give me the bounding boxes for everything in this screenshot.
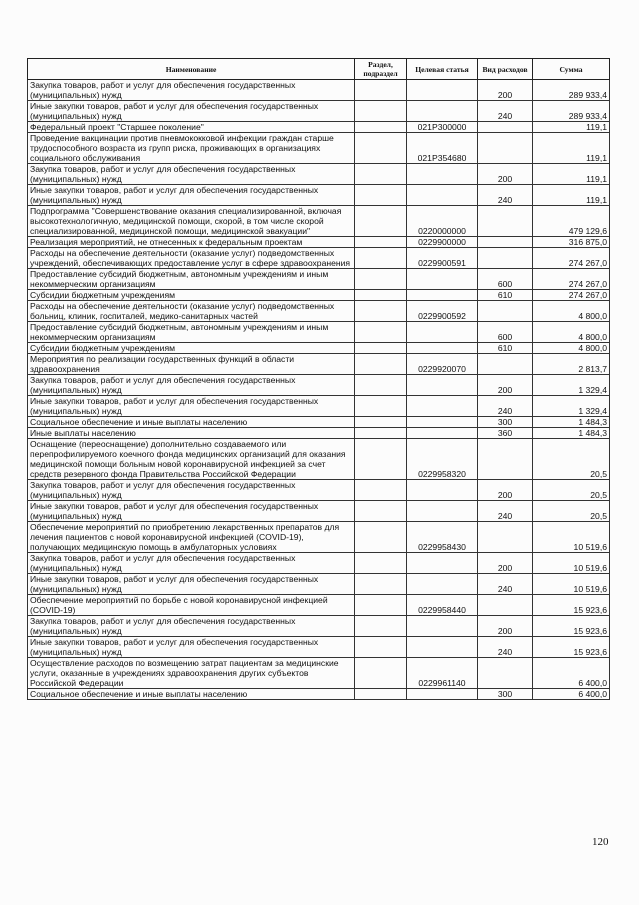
row-section-cell (355, 428, 407, 439)
row-expense-type-cell: 240 (478, 185, 533, 206)
row-target-cell: 0229958320 (407, 439, 478, 480)
header-amount: Сумма (533, 59, 610, 80)
row-expense-type-cell (478, 658, 533, 689)
table-row (28, 428, 610, 439)
row-amount-cell: 6 400,0 (533, 689, 610, 700)
table-body (28, 80, 610, 700)
row-name-cell: Закупка товаров, работ и услуг для обеспечения государственных (муниципальных) нужд (28, 164, 355, 185)
row-section-cell (355, 522, 407, 553)
row-name-cell: Иные выплаты населению (28, 428, 355, 439)
table-row (28, 501, 610, 522)
row-section-cell (355, 133, 407, 164)
row-amount-cell: 4 800,0 (533, 301, 610, 322)
table-row (28, 522, 610, 553)
row-name-cell: Иные закупки товаров, работ и услуг для обеспечения государственных (муниципальных) нужд (28, 501, 355, 522)
row-target-cell: 0229961140 (407, 658, 478, 689)
table-row (28, 375, 610, 396)
row-amount-cell: 15 923,6 (533, 637, 610, 658)
row-expense-type-cell (478, 122, 533, 133)
row-target-cell (407, 343, 478, 354)
row-expense-type-cell (478, 206, 533, 237)
row-target-cell (407, 269, 478, 290)
row-amount-cell: 20,5 (533, 480, 610, 501)
row-target-cell (407, 501, 478, 522)
row-target-cell: 021P300000 (407, 122, 478, 133)
row-section-cell (355, 164, 407, 185)
table-row (28, 574, 610, 595)
row-name-cell: Мероприятия по реализации государственных функций в области здравоохранения (28, 354, 355, 375)
row-expense-type-cell (478, 595, 533, 616)
row-expense-type-cell: 240 (478, 501, 533, 522)
row-section-cell (355, 322, 407, 343)
row-section-cell (355, 396, 407, 417)
row-name-cell: Социальное обеспечение и иные выплаты населению (28, 417, 355, 428)
table-row (28, 322, 610, 343)
row-name-cell: Обеспечение мероприятий по приобретению лекарственных препаратов для лечения пациентов с новой коронавирусной инфекцией (COVID-19), получающих медицинскую помощь в амбулаторных условиях (28, 522, 355, 553)
row-section-cell (355, 122, 407, 133)
row-expense-type-cell: 600 (478, 269, 533, 290)
row-expense-type-cell (478, 248, 533, 269)
row-amount-cell: 4 800,0 (533, 343, 610, 354)
row-target-cell (407, 80, 478, 101)
row-name-cell: Проведение вакцинации против пневмококковой инфекции граждан старше трудоспособного возраста из групп риска, проживающих в организациях социального обслуживания (28, 133, 355, 164)
row-amount-cell: 1 484,3 (533, 428, 610, 439)
table-row (28, 439, 610, 480)
table-row (28, 133, 610, 164)
row-name-cell: Реализация мероприятий, не отнесенных к федеральным проектам (28, 237, 355, 248)
row-name-cell: Федеральный проект "Старшее поколение" (28, 122, 355, 133)
row-amount-cell: 10 519,6 (533, 553, 610, 574)
row-expense-type-cell: 360 (478, 428, 533, 439)
row-name-cell: Расходы на обеспечение деятельности (оказание услуг) подведомственных больниц, клиник, госпиталей, медико-санитарных частей (28, 301, 355, 322)
row-name-cell: Осуществление расходов по возмещению затрат пациентам за медицинские услуги, оказанные в учреждениях здравоохранения других субъектов Российской Федерации (28, 658, 355, 689)
row-amount-cell: 2 813,7 (533, 354, 610, 375)
table-row (28, 396, 610, 417)
row-section-cell (355, 501, 407, 522)
row-expense-type-cell: 240 (478, 637, 533, 658)
row-section-cell (355, 301, 407, 322)
table-row (28, 595, 610, 616)
row-amount-cell: 316 875,0 (533, 237, 610, 248)
row-target-cell (407, 637, 478, 658)
row-expense-type-cell: 200 (478, 616, 533, 637)
row-amount-cell: 119,1 (533, 133, 610, 164)
row-section-cell (355, 689, 407, 700)
row-expense-type-cell: 200 (478, 164, 533, 185)
table-row (28, 101, 610, 122)
row-target-cell (407, 164, 478, 185)
row-section-cell (355, 553, 407, 574)
row-name-cell: Социальное обеспечение и иные выплаты населению (28, 689, 355, 700)
header-name: Наименование (28, 59, 355, 80)
row-amount-cell: 1 329,4 (533, 396, 610, 417)
row-target-cell: 0229900000 (407, 237, 478, 248)
table-row (28, 553, 610, 574)
row-target-cell (407, 290, 478, 301)
row-amount-cell: 119,1 (533, 122, 610, 133)
row-amount-cell: 274 267,0 (533, 269, 610, 290)
row-name-cell: Обеспечение мероприятий по борьбе с новой коронавирусной инфекцией (COVID-19) (28, 595, 355, 616)
row-expense-type-cell (478, 133, 533, 164)
row-section-cell (355, 101, 407, 122)
row-target-cell: 0229900591 (407, 248, 478, 269)
row-section-cell (355, 290, 407, 301)
row-amount-cell: 274 267,0 (533, 248, 610, 269)
header-target: Целевая статья (407, 59, 478, 80)
row-section-cell (355, 269, 407, 290)
table-row (28, 269, 610, 290)
table-row (28, 248, 610, 269)
row-expense-type-cell: 600 (478, 322, 533, 343)
table-row (28, 354, 610, 375)
row-expense-type-cell: 240 (478, 101, 533, 122)
table-row (28, 122, 610, 133)
header-expense-type: Вид расходов (478, 59, 533, 80)
row-name-cell: Закупка товаров, работ и услуг для обеспечения государственных (муниципальных) нужд (28, 616, 355, 637)
row-target-cell (407, 428, 478, 439)
row-section-cell (355, 480, 407, 501)
row-section-cell (355, 248, 407, 269)
table-row (28, 417, 610, 428)
row-section-cell (355, 595, 407, 616)
row-expense-type-cell: 200 (478, 375, 533, 396)
row-section-cell (355, 574, 407, 595)
row-expense-type-cell (478, 439, 533, 480)
row-section-cell (355, 80, 407, 101)
row-name-cell: Иные закупки товаров, работ и услуг для обеспечения государственных (муниципальных) нужд (28, 101, 355, 122)
row-name-cell: Иные закупки товаров, работ и услуг для обеспечения государственных (муниципальных) нужд (28, 574, 355, 595)
row-target-cell: 0229958430 (407, 522, 478, 553)
row-name-cell: Закупка товаров, работ и услуг для обеспечения государственных (муниципальных) нужд (28, 375, 355, 396)
row-expense-type-cell: 200 (478, 80, 533, 101)
row-name-cell: Иные закупки товаров, работ и услуг для обеспечения государственных (муниципальных) нужд (28, 185, 355, 206)
row-target-cell: 0229900592 (407, 301, 478, 322)
row-amount-cell: 289 933,4 (533, 80, 610, 101)
row-amount-cell: 10 519,6 (533, 522, 610, 553)
budget-table (27, 58, 610, 700)
row-expense-type-cell: 240 (478, 396, 533, 417)
row-target-cell (407, 480, 478, 501)
row-amount-cell: 6 400,0 (533, 658, 610, 689)
row-expense-type-cell: 200 (478, 553, 533, 574)
row-target-cell (407, 396, 478, 417)
table-row (28, 206, 610, 237)
row-expense-type-cell (478, 354, 533, 375)
table-header-row (28, 59, 610, 80)
row-target-cell: 021P354680 (407, 133, 478, 164)
row-target-cell (407, 616, 478, 637)
table-row (28, 616, 610, 637)
row-section-cell (355, 206, 407, 237)
row-expense-type-cell: 610 (478, 343, 533, 354)
row-expense-type-cell (478, 301, 533, 322)
row-amount-cell: 4 800,0 (533, 322, 610, 343)
row-amount-cell: 119,1 (533, 164, 610, 185)
row-amount-cell: 479 129,6 (533, 206, 610, 237)
row-expense-type-cell: 200 (478, 480, 533, 501)
row-name-cell: Закупка товаров, работ и услуг для обеспечения государственных (муниципальных) нужд (28, 553, 355, 574)
row-section-cell (355, 616, 407, 637)
row-target-cell (407, 185, 478, 206)
row-section-cell (355, 343, 407, 354)
row-expense-type-cell (478, 522, 533, 553)
row-amount-cell: 274 267,0 (533, 290, 610, 301)
row-name-cell: Закупка товаров, работ и услуг для обеспечения государственных (муниципальных) нужд (28, 80, 355, 101)
row-target-cell (407, 553, 478, 574)
row-amount-cell: 15 923,6 (533, 616, 610, 637)
row-section-cell (355, 439, 407, 480)
table-row (28, 637, 610, 658)
header-section: Раздел, подраздел (355, 59, 407, 80)
row-name-cell: Предоставление субсидий бюджетным, автономным учреждениям и иным некоммерческим организациям (28, 269, 355, 290)
row-target-cell (407, 375, 478, 396)
table-row (28, 164, 610, 185)
row-name-cell: Предоставление субсидий бюджетным, автономным учреждениям и иным некоммерческим организациям (28, 322, 355, 343)
row-target-cell: 0229920070 (407, 354, 478, 375)
row-section-cell (355, 354, 407, 375)
row-amount-cell: 289 933,4 (533, 101, 610, 122)
table-row (28, 343, 610, 354)
row-section-cell (355, 237, 407, 248)
table-row (28, 658, 610, 689)
row-target-cell (407, 322, 478, 343)
table-row (28, 290, 610, 301)
row-target-cell: 0220000000 (407, 206, 478, 237)
row-expense-type-cell: 300 (478, 689, 533, 700)
row-name-cell: Иные закупки товаров, работ и услуг для обеспечения государственных (муниципальных) нужд (28, 637, 355, 658)
row-name-cell: Подпрограмма "Совершенствование оказания специализированной, включая высокотехнологичную, медицинской помощи, скорой, в том числе скорой специализированной, медицинской помощи, медицинской эвакуации" (28, 206, 355, 237)
row-expense-type-cell: 240 (478, 574, 533, 595)
row-expense-type-cell: 610 (478, 290, 533, 301)
row-amount-cell: 10 519,6 (533, 574, 610, 595)
table-row (28, 185, 610, 206)
row-amount-cell: 20,5 (533, 439, 610, 480)
row-section-cell (355, 375, 407, 396)
row-amount-cell: 1 329,4 (533, 375, 610, 396)
row-amount-cell: 20,5 (533, 501, 610, 522)
table-row (28, 480, 610, 501)
row-name-cell: Закупка товаров, работ и услуг для обеспечения государственных (муниципальных) нужд (28, 480, 355, 501)
row-amount-cell: 119,1 (533, 185, 610, 206)
row-amount-cell: 15 923,6 (533, 595, 610, 616)
row-section-cell (355, 185, 407, 206)
table-row (28, 237, 610, 248)
table-row (28, 301, 610, 322)
row-target-cell: 0229958440 (407, 595, 478, 616)
row-name-cell: Расходы на обеспечение деятельности (оказание услуг) подведомственных учреждений, обеспечивающих предоставление услуг в сфере здравоохранения (28, 248, 355, 269)
row-expense-type-cell (478, 237, 533, 248)
table-row (28, 689, 610, 700)
row-target-cell (407, 689, 478, 700)
table-row (28, 80, 610, 101)
row-target-cell (407, 574, 478, 595)
row-target-cell (407, 417, 478, 428)
row-name-cell: Иные закупки товаров, работ и услуг для обеспечения государственных (муниципальных) нужд (28, 396, 355, 417)
row-name-cell: Субсидии бюджетным учреждениям (28, 290, 355, 301)
row-expense-type-cell: 300 (478, 417, 533, 428)
page-number: 120 (592, 836, 609, 848)
row-section-cell (355, 417, 407, 428)
row-amount-cell: 1 484,3 (533, 417, 610, 428)
row-name-cell: Субсидии бюджетным учреждениям (28, 343, 355, 354)
row-target-cell (407, 101, 478, 122)
row-section-cell (355, 658, 407, 689)
row-name-cell: Оснащение (переоснащение) дополнительно создаваемого или перепрофилируемого коечного фонда медицинских организаций для оказания медицинской помощи больным новой коронавирусной инфекцией за счет средств резервного фонда Правительства Российской Федерации (28, 439, 355, 480)
row-section-cell (355, 637, 407, 658)
